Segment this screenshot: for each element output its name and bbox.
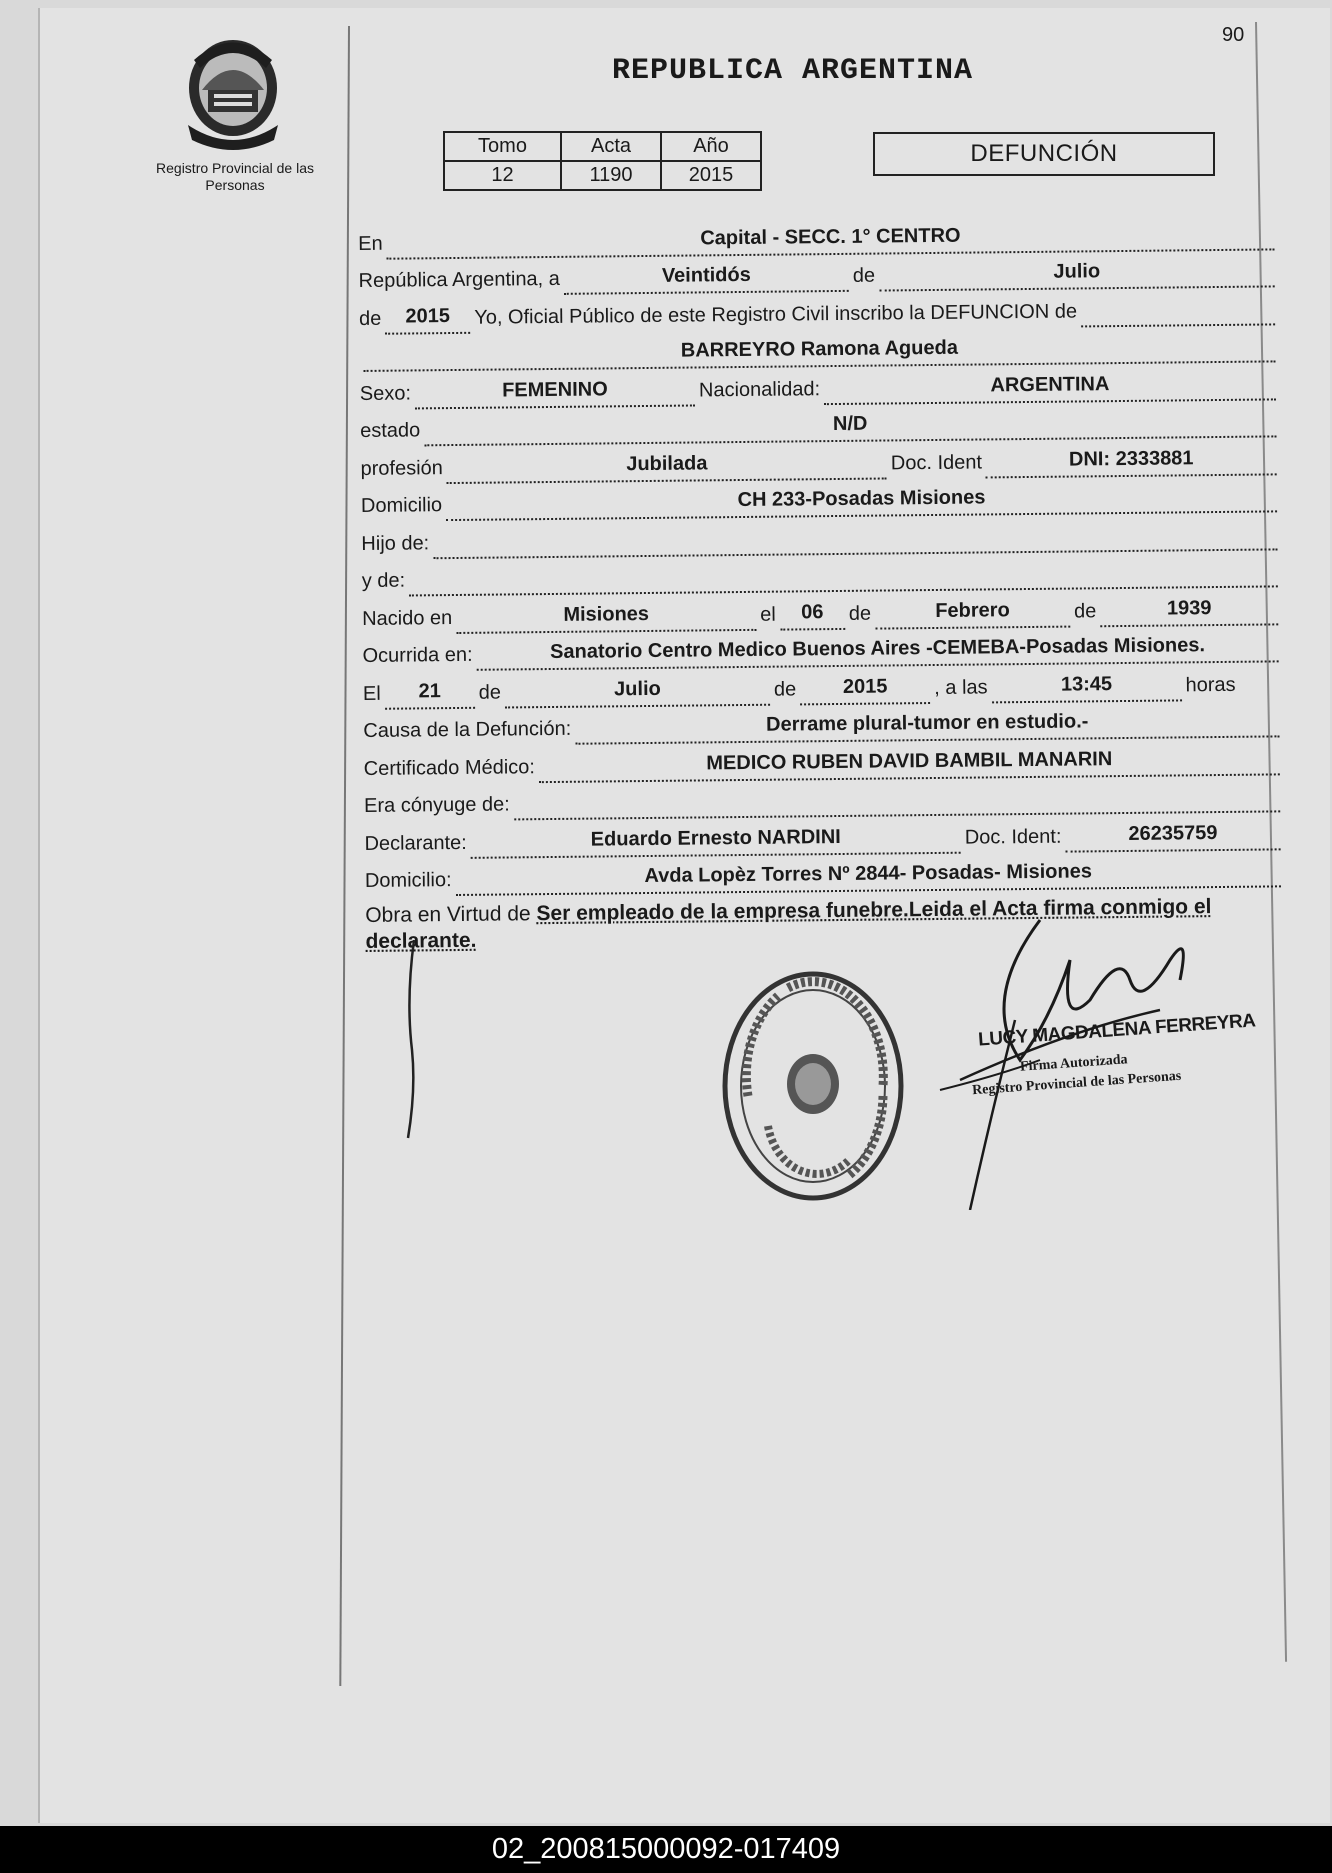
reference-header-acta: Acta [561, 132, 661, 161]
certificado-field: MEDICO RUBEN DAVID BAMBIL MANARIN [539, 743, 1280, 783]
place-field: Capital - SECC. 1° CENTRO [387, 218, 1275, 259]
handwritten-signature [920, 900, 1220, 1210]
estado-field: N/D [424, 405, 1276, 446]
signer-organization: Registro Provincial de las Personas [971, 1068, 1182, 1099]
causa-field: Derrame plural-tumor en estudio.- [575, 705, 1279, 744]
declarante-doc-field: 26235759 [1065, 818, 1280, 852]
conyuge-label: Era cónyuge de: [364, 793, 510, 817]
reference-value-acta: 1190 [561, 161, 661, 190]
de-birth-label: de [848, 602, 872, 625]
nacido-en-field: Misiones [456, 598, 756, 633]
document-type-box: DEFUNCIÓN [873, 132, 1215, 176]
reference-header-ano: Año [661, 132, 761, 161]
ocurrida-label: Ocurrida en: [362, 643, 473, 667]
death-time-field: 13:45 [991, 669, 1181, 703]
horas-label: horas [1185, 673, 1236, 696]
registry-name: Registro Provincial de las Personas [156, 160, 314, 193]
de-death-label: de [478, 681, 502, 704]
reference-value-ano: 2015 [661, 161, 761, 190]
day-field: Veintidós [564, 260, 849, 295]
declarante-domicilio-field: Avda Lopèz Torres Nº 2844- Posadas- Misiones [455, 855, 1281, 896]
doc-ident2-label: Doc. Ident: [964, 825, 1062, 849]
sexo-label: Sexo: [359, 381, 412, 405]
nacido-label: Nacido en [362, 606, 453, 630]
official-seal-stamp [718, 966, 908, 1206]
a-las-label: , a las [934, 675, 988, 699]
page-number: 90 [1222, 24, 1245, 46]
sexo-field: FEMENINO [415, 374, 695, 409]
domicilio-field: CH 233-Posadas Misiones [446, 480, 1277, 521]
de-birth-year-label: de [1073, 599, 1097, 623]
reference-value-tomo: 12 [444, 161, 561, 190]
birth-day-field: 06 [780, 597, 845, 630]
death-day-field: 21 [385, 676, 475, 709]
hijo-label: Hijo de: [361, 531, 430, 555]
domicilio2-label: Domicilio: [364, 869, 452, 892]
death-year-field: 2015 [800, 672, 930, 705]
death-record-form [358, 212, 1286, 955]
inscribe-blank [1081, 293, 1275, 327]
month-field: Julio [879, 255, 1275, 291]
domicilio-label: Domicilio [360, 494, 443, 517]
el2-label: El [362, 682, 381, 705]
profesion-label: profesión [360, 456, 443, 480]
deceased-name-field: BARREYRO Ramona Agueda [363, 330, 1275, 372]
republica-label: República Argentina, a [358, 267, 560, 292]
estado-label: estado [360, 419, 421, 442]
year-field: 2015 [385, 301, 470, 334]
margin-handwritten-mark [400, 940, 430, 1140]
ocurrida-field: Sanatorio Centro Medico Buenos Aires -CEMEBA-Posadas Misiones. [476, 630, 1278, 670]
y-de-label: y de: [361, 569, 406, 592]
de-year-label: de [358, 307, 382, 330]
signer-name: LUCY MAGDALENA FERREYRA [977, 1010, 1257, 1051]
birth-year-field: 1939 [1100, 593, 1278, 627]
nacionalidad-field: ARGENTINA [824, 368, 1276, 405]
reference-header-tomo: Tomo [444, 132, 561, 161]
obra-label: Obra en Virtud de [365, 902, 531, 927]
doc-ident-field: DNI: 2333881 [986, 443, 1277, 478]
page-title: REPUBLICA ARGENTINA [612, 54, 974, 88]
scan-file-id: 02_200815000092-017409 [0, 1826, 1332, 1873]
reference-table [443, 131, 762, 191]
de-label: de [852, 264, 876, 287]
doc-ident-label: Doc. Ident [890, 450, 983, 474]
signer-title: Firma Autorizada [1019, 1052, 1129, 1075]
certificado-label: Certificado Médico: [363, 755, 536, 780]
el-label: el [760, 603, 776, 626]
de-death-year-label: de [773, 677, 797, 701]
inscribe-text: Yo, Oficial Público de este Registro Civil inscribo la DEFUNCION de [474, 299, 1078, 329]
birth-month-field: Febrero [875, 595, 1070, 629]
declarante-label: Declarante: [364, 831, 467, 855]
declarante-field: Eduardo Ernesto NARDINI [471, 821, 961, 858]
death-month-field: Julio [505, 673, 770, 708]
profesion-field: Jubilada [447, 447, 887, 484]
province-coat-of-arms-icon [178, 30, 288, 152]
nacionalidad-label: Nacionalidad: [698, 377, 821, 401]
en-label: En [358, 232, 383, 255]
obra-text: Ser empleado de la empresa funebre.Leida el Acta firma conmigo el declarante. [365, 895, 1212, 953]
causa-label: Causa de la Defunción: [363, 717, 572, 742]
